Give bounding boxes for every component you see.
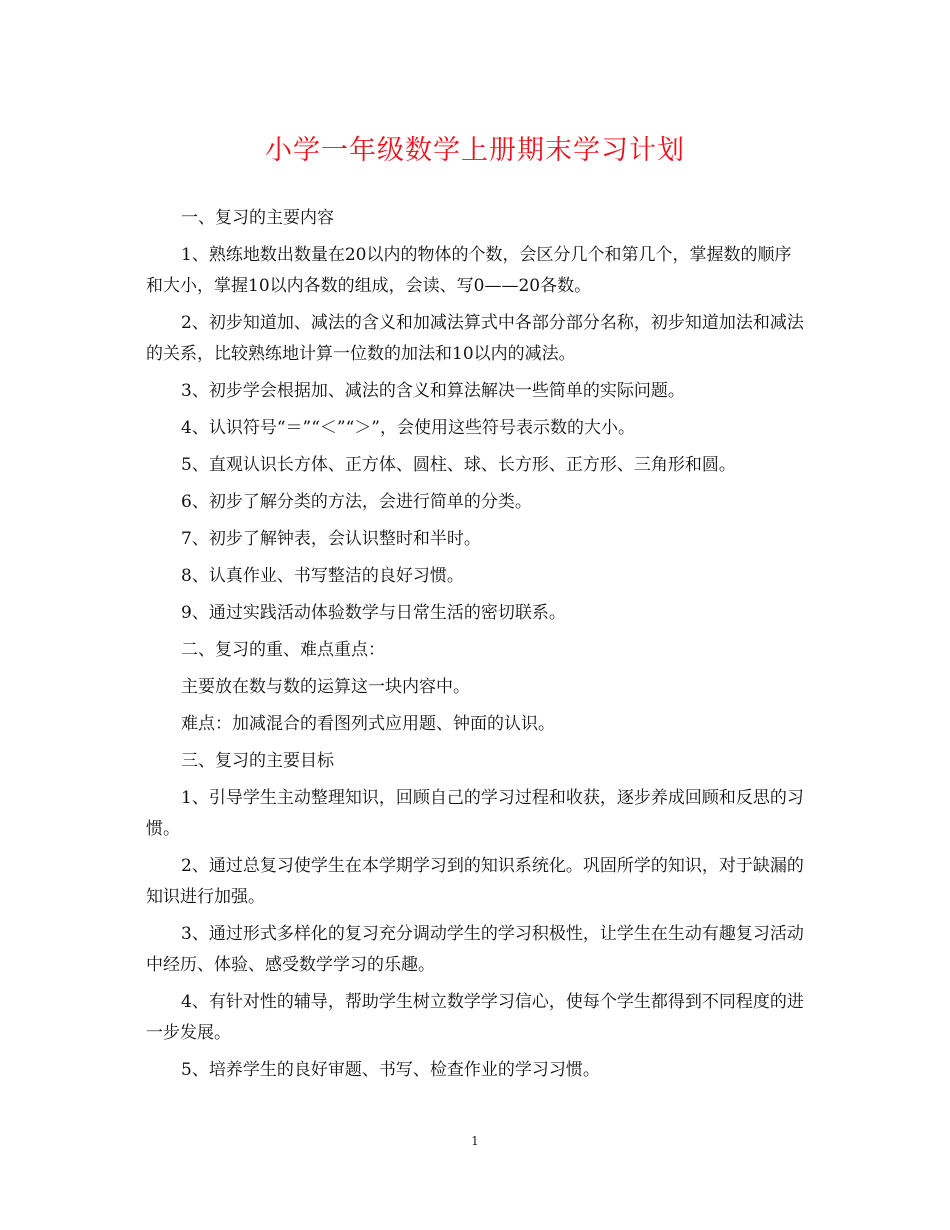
- paragraph: 5、直观认识长方体、正方体、圆柱、球、长方形、正方形、三角形和圆。: [181, 455, 736, 475]
- page-number: 1: [471, 1134, 479, 1148]
- paragraph: 4、认识符号“＝”“＜”“＞”，会使用这些符号表示数的大小。: [181, 418, 635, 438]
- section-heading-goals: 三、复习的主要目标: [181, 751, 334, 771]
- paragraph: 1、引导学生主动整理知识，回顾自己的学习过程和收获，逐步养成回顾和反思的习惯。: [146, 788, 804, 839]
- paragraph: 2、初步知道加、减法的含义和加减法算式中各部分部分名称，初步知道加法和减法的关系，比较熟练地计算一位数的加法和10以内的减法。: [146, 313, 804, 364]
- paragraph: 2、通过总复习使学生在本学期学习到的知识系统化。巩固所学的知识，对于缺漏的知识进行加强。: [146, 856, 804, 907]
- paragraph: 4、有针对性的辅导，帮助学生树立数学学习信心，使每个学生都得到不同程度的进一步发展。: [146, 992, 804, 1043]
- paragraph: 难点：加减混合的看图列式应用题、钟面的认识。: [181, 714, 555, 734]
- paragraph: 3、初步学会根据加、减法的含义和算法解决一些简单的实际问题。: [181, 381, 685, 401]
- section-heading-key-points: 二、复习的重、难点重点：: [181, 640, 385, 660]
- paragraph: 8、认真作业、书写整洁的良好习惯。: [181, 566, 464, 586]
- paragraph: 主要放在数与数的运算这一块内容中。: [181, 677, 470, 697]
- paragraph: 9、通过实践活动体验数学与日常生活的密切联系。: [181, 603, 566, 623]
- paragraph: 1、熟练地数出数量在20以内的物体的个数，会区分几个和第几个，掌握数的顺序和大小，掌握10以内各数的组成，会读、写0——20各数。: [146, 245, 792, 296]
- section-heading-review-content: 一、复习的主要内容: [181, 208, 334, 228]
- paragraph: 3、通过形式多样化的复习充分调动学生的学习积极性，让学生在生动有趣复习活动中经历、体验、感受数学学习的乐趣。: [146, 924, 804, 975]
- document-body: [146, 203, 806, 1092]
- paragraph: 7、初步了解钟表，会认识整时和半时。: [181, 529, 481, 549]
- paragraph: 6、初步了解分类的方法，会进行简单的分类。: [181, 492, 532, 512]
- paragraph: 5、培养学生的良好审题、书写、检查作业的学习习惯。: [181, 1060, 600, 1080]
- document-title: 小学一年级数学上册期末学习计划: [265, 135, 685, 166]
